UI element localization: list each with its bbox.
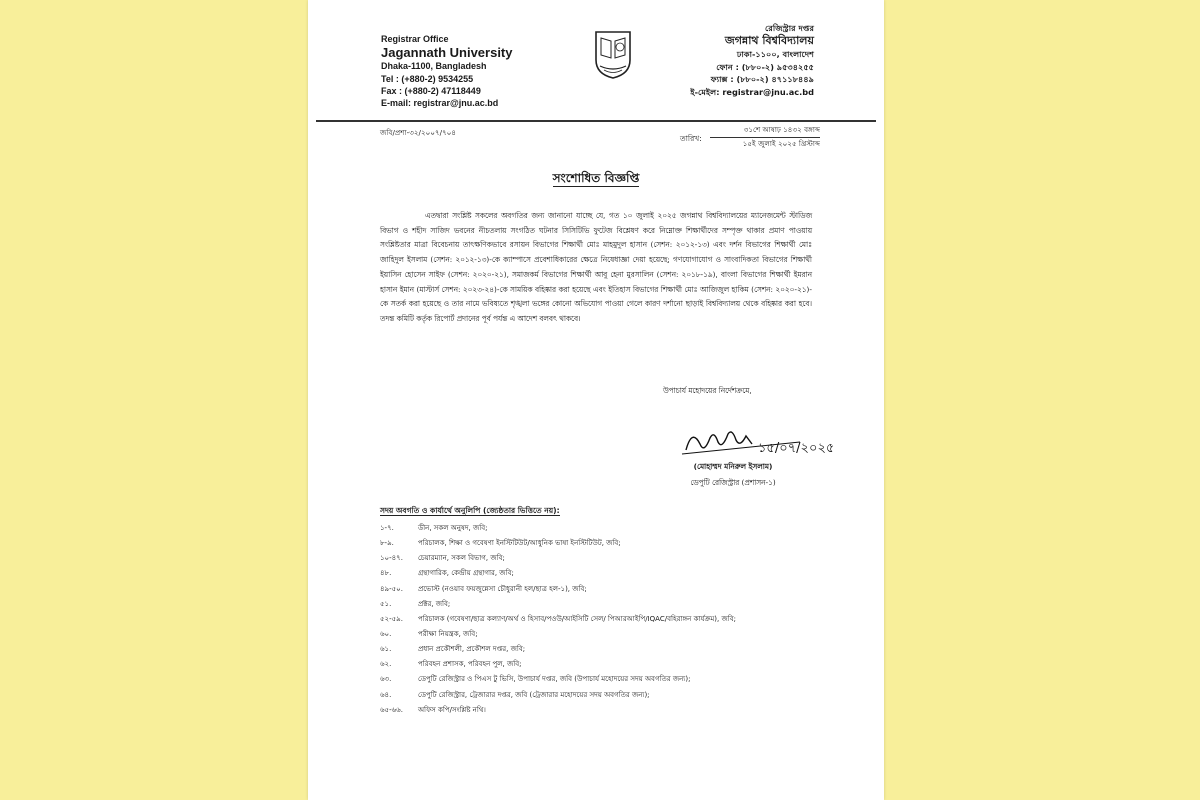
email-bn: ই-মেইল: registrar@jnu.ac.bd (690, 86, 814, 97)
list-item (380, 552, 840, 567)
list-item (380, 643, 840, 658)
cc-recipient: ডেপুটি রেজিস্ট্রার ও পিএস টু ভিসি, উপাচার্য দপ্তর, জবি (উপাচার্য মহোদয়ের সদয় অবগতির জন্য); (418, 675, 691, 684)
date-english: ১৫ই জুলাই ২০২৫ খ্রিস্টাব্দ (742, 139, 820, 148)
cc-recipient: প্রক্টর, জবি; (418, 599, 451, 608)
cc-recipient: পরীক্ষা নিয়ন্ত্রক, জবি; (418, 629, 478, 638)
university-name-en: Jagannath University (381, 45, 513, 61)
signature-date: ১৫/০৭/২০২৫ (758, 441, 835, 456)
notice-body: এতদ্বারা সংশ্লিষ্ট সকলের অবগতির জন্য জানানো যাচ্ছে যে, গত ১০ জুলাই ২০২৫ জগন্নাথ বিশ্ববিদ্যালয়ের ম্যানেজমেন্ট স্টাডিজ বিভাগ ও শহীদ সাজিদ ভবনের নীচতলায় সংগঠিত ঘটনার সিসিটিভি ফুটেজ বিশ্লেষণ করে নিম্নোক্ত শিক্ষার্থীদের সম্পৃক্ত থাকার প্রমাণ পাওয়ায় সংশ্লিষ্টতার মাত্রা বিবেচনায় তাৎক্ষণিকভাবে রসায়ন বিভাগের শিক্ষার্থী মোঃ মাহমুদুল হাসান (সেশন: ২০১২-১৩) এবং দর্শন বিভাগের শিক্ষার্থী মোঃ জাহিদুল ইসলাম (সেশন: ২০১২-১৩)-কে ক্যাম্পাসে প্রবেশাধিকারের ক্ষেত্রে নিষেধাজ্ঞা দেয়া হয়েছে; গণযোগাযোগ ও সাংবাদিকতা বিভাগের শিক্ষার্থী ইয়াসিন হোসেন সাইফ (সেশন: ২০২০-২১), সমাজকর্ম বিভাগের শিক্ষার্থী আবু হেনা মুরসালিন (সেশন: ২০১৮-১৯), বাংলা বিভাগের শিক্ষার্থী ইমরান হাসান ইমান (মাস্টার্স সেশন: ২০২৩-২৪)-কে সাময়িক বহিষ্কার করা হয়েছে এবং ইতিহাস বিভাগের শিক্ষার্থী মোঃ আজিজুল হাকিম (সেশন: ২০২০-২১)-কে সতর্ক করা হয়েছে ও তার নামে ভবিষ্যতে শৃঙ্খলা ভঙ্গের কোনো অভিযোগ পাওয়া গেলে কারণ দর্শানো ছাড়াই বিশ্ববিদ্যালয় থেকে বহিষ্কার করা হবে। তদন্ত কমিটি কর্তৃক রিপোর্ট প্রদানের পূর্ব পর্যন্ত এ আদেশ বলবৎ থাকবে। (380, 211, 812, 323)
cc-number: ৬৩. (380, 675, 392, 684)
cc-title (380, 506, 560, 518)
cc-recipient: ডেপুটি রেজিস্ট্রার, ট্রেজারার দপ্তর, জবি (ট্রেজারার মহোদয়ের সদয় অবগতির জন্য); (418, 690, 650, 699)
signatory-designation: ডেপুটি রেজিস্ট্রার (প্রশাসন-১) (690, 478, 776, 487)
email-en: E-mail: registrar@jnu.ac.bd (381, 98, 499, 109)
cc-number: ১-৭. (380, 524, 394, 532)
cc-number: ৫১. (380, 599, 392, 608)
memo-number: জবি/প্রশা-৩২/২০০৭/৭০৪ (380, 128, 457, 137)
cc-list (380, 522, 840, 719)
cc-number: ৪৯-৫০. (380, 584, 403, 593)
cc-number: ৬২. (380, 660, 392, 669)
notice-document (308, 0, 884, 800)
list-item (380, 537, 840, 552)
cc-number: ৬৪. (380, 690, 392, 699)
fax-en: Fax : (+880-2) 47118449 (381, 85, 481, 96)
cc-number: ৬৫-৬৬. (380, 705, 403, 714)
address-bn: ঢাকা-১১০০, বাংলাদেশ (736, 49, 814, 60)
fax-bn: ফ্যাক্স : (৮৮০-২) ৪৭১১৮৪৪৯ (710, 74, 814, 85)
cc-recipient: প্রধান প্রকৌশলী, প্রকৌশল দপ্তর, জবি; (418, 645, 526, 654)
cc-number: ৪৮. (380, 569, 392, 578)
signature-icon (680, 420, 850, 465)
cc-recipient: পরিচালক, শিক্ষা ও গবেষণা ইনস্টিটিউট/আধুনিক ভাষা ইনস্টিটিউট, জবি; (418, 539, 621, 548)
cc-recipient: প্রভোস্ট (নওয়াব ফয়জুন্নেসা চৌধুরানী হল/ছাত্র হল-১), জবি; (418, 584, 587, 593)
office-name-bn: রেজিস্ট্রার দপ্তর (765, 23, 814, 33)
list-item (380, 583, 840, 598)
letterhead-english (381, 33, 571, 109)
letterhead-bangla (624, 22, 814, 98)
cc-number: ৬০. (380, 629, 392, 638)
university-name-bn: জগন্নাথ বিশ্ববিদ্যালয় (724, 34, 814, 48)
order-line: উপাচার্য মহোদয়ের নির্দেশক্রমে, (663, 386, 752, 395)
date-bangla: ৩১শে আষাঢ় ১৪৩২ বঙ্গাব্দ (710, 124, 820, 138)
cc-recipient: গ্রন্থাগারিক, কেন্দ্রীয় গ্রন্থাগার, জবি; (418, 569, 514, 578)
cc-recipient: চেয়ারম্যান, সকল বিভাগ, জবি; (418, 554, 505, 563)
list-item (380, 613, 840, 628)
cc-number: ৫২-৫৯. (380, 614, 403, 623)
cc-title-text: সদয় অবগতি ও কার্যার্থে অনুলিপি (জ্যেষ্ঠতার ভিত্তিতে নয়): (380, 506, 560, 515)
notice-title (308, 170, 884, 190)
cc-recipient: অফিস কপি/সংশ্লিষ্ট নথি। (418, 705, 486, 714)
tel-bn: ফোন : (৮৮০-২) ৯৫৩৪২৫৫ (716, 61, 814, 72)
tel-en: Tel : (+880-2) 9534255 (381, 73, 474, 84)
list-item (380, 598, 840, 613)
list-item (380, 567, 840, 582)
cc-number: ১০-৪৭. (380, 554, 403, 563)
address-en: Dhaka-1100, Bangladesh (381, 61, 487, 72)
date-block (710, 124, 820, 150)
signatory-name: (মোহাম্মদ মনিরুল ইসলাম) (693, 462, 773, 471)
cc-recipient: পরিবহন প্রশাসক, পরিবহন পুল, জবি; (418, 660, 522, 669)
list-item (380, 522, 840, 537)
list-item (380, 658, 840, 673)
notice-title-text: সংশোধিত বিজ্ঞপ্তি (552, 171, 640, 185)
cc-recipient: পরিচালক (গবেষণা/ছাত্র কল্যাণ/অর্থ ও হিসাব/পওউ/আইসিটি সেল/ পিআরআইপি/IQAC/বহিরাঙ্গন কার্যক্রম), জবি; (418, 614, 736, 623)
list-item (380, 628, 840, 643)
list-item (380, 673, 840, 688)
office-name-en: Registrar Office (381, 34, 449, 44)
date-label: তারিখ: (680, 134, 702, 143)
cc-number: ৬১. (380, 645, 392, 654)
list-item (380, 704, 840, 719)
header-divider (316, 120, 876, 122)
cc-number: ৮-৯. (380, 539, 394, 548)
cc-recipient: ডীন, সকল অনুষদ, জবি; (418, 524, 488, 532)
list-item (380, 689, 840, 704)
